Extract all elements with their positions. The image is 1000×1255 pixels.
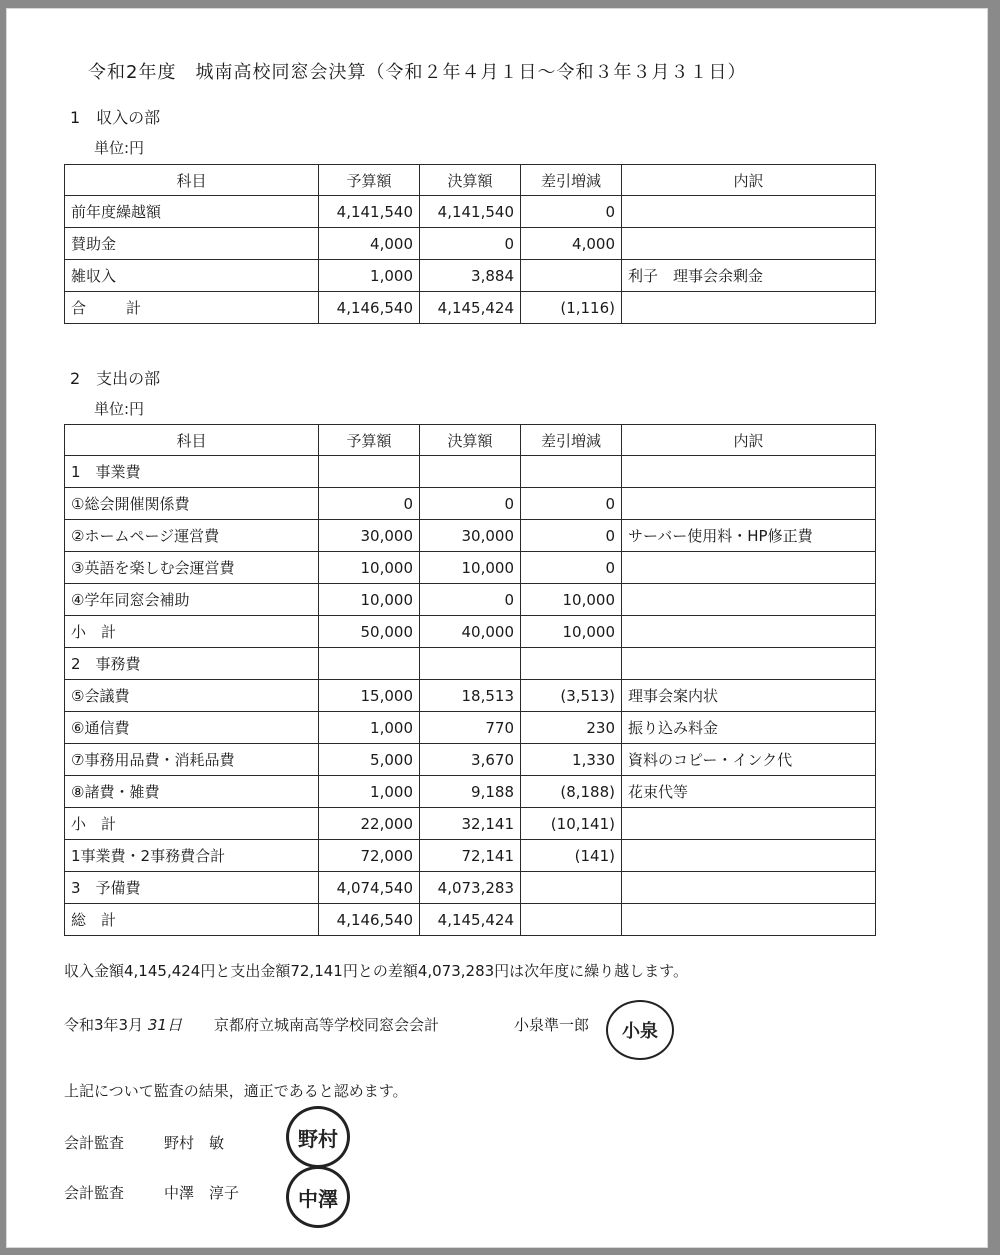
difference-cell: 0 bbox=[521, 520, 622, 552]
difference-cell: 230 bbox=[521, 712, 622, 744]
actual-cell: 32,141 bbox=[420, 808, 521, 840]
actual-cell: 770 bbox=[420, 712, 521, 744]
actual-cell: 4,145,424 bbox=[420, 292, 521, 324]
breakdown-cell bbox=[622, 648, 876, 680]
header-budget: 予算額 bbox=[319, 165, 420, 196]
breakdown-cell bbox=[622, 488, 876, 520]
income-unit: 単位:円 bbox=[94, 139, 145, 157]
budget-cell: 30,000 bbox=[319, 520, 420, 552]
date-day: 31日 bbox=[147, 1016, 182, 1034]
income-table bbox=[64, 164, 876, 324]
subject-cell: 合計 bbox=[65, 292, 319, 324]
actual-cell: 0 bbox=[420, 228, 521, 260]
actual-cell: 30,000 bbox=[420, 520, 521, 552]
difference-cell: 10,000 bbox=[521, 584, 622, 616]
actual-cell: 10,000 bbox=[420, 552, 521, 584]
breakdown-cell bbox=[622, 840, 876, 872]
expense-heading: 2 支出の部 bbox=[70, 369, 161, 388]
expense-row bbox=[65, 584, 876, 616]
budget-cell bbox=[319, 456, 420, 488]
breakdown-cell bbox=[622, 228, 876, 260]
subject-cell: 小 計 bbox=[65, 616, 319, 648]
budget-cell: 4,074,540 bbox=[319, 872, 420, 904]
expense-row bbox=[65, 872, 876, 904]
actual-cell bbox=[420, 456, 521, 488]
breakdown-cell: 振り込み料金 bbox=[622, 712, 876, 744]
subject-cell: ⑥通信費 bbox=[65, 712, 319, 744]
expense-row bbox=[65, 520, 876, 552]
income-header-row bbox=[65, 165, 876, 196]
auditor-1-name: 野村 敏 bbox=[164, 1134, 225, 1152]
expense-row bbox=[65, 680, 876, 712]
subject-cell: 1 事業費 bbox=[65, 456, 319, 488]
budget-cell: 15,000 bbox=[319, 680, 420, 712]
budget-cell: 5,000 bbox=[319, 744, 420, 776]
expense-row bbox=[65, 840, 876, 872]
difference-cell bbox=[521, 872, 622, 904]
difference-cell: 1,330 bbox=[521, 744, 622, 776]
subject-cell: ①総会開催関係費 bbox=[65, 488, 319, 520]
expense-header-row bbox=[65, 425, 876, 456]
subject-cell: 総 計 bbox=[65, 904, 319, 936]
subject-cell: ④学年同窓会補助 bbox=[65, 584, 319, 616]
budget-cell: 22,000 bbox=[319, 808, 420, 840]
actual-cell: 4,073,283 bbox=[420, 872, 521, 904]
budget-cell: 4,146,540 bbox=[319, 904, 420, 936]
difference-cell: 0 bbox=[521, 552, 622, 584]
actual-cell: 0 bbox=[420, 584, 521, 616]
expense-row bbox=[65, 648, 876, 680]
subject-cell: 3 予備費 bbox=[65, 872, 319, 904]
auditor-1-role: 会計監査 bbox=[64, 1134, 125, 1152]
budget-cell: 72,000 bbox=[319, 840, 420, 872]
difference-cell bbox=[521, 456, 622, 488]
breakdown-cell bbox=[622, 904, 876, 936]
breakdown-cell: 花束代等 bbox=[622, 776, 876, 808]
breakdown-cell: 資料のコピー・インク代 bbox=[622, 744, 876, 776]
breakdown-cell bbox=[622, 196, 876, 228]
income-row bbox=[65, 196, 876, 228]
breakdown-cell bbox=[622, 872, 876, 904]
document-page bbox=[6, 8, 988, 1248]
difference-cell: (1,116) bbox=[521, 292, 622, 324]
signature-date bbox=[64, 1014, 182, 1035]
actual-cell bbox=[420, 648, 521, 680]
budget-cell: 4,141,540 bbox=[319, 196, 420, 228]
carryover-note: 収入金額4,145,424円と支出金額72,141円との差額4,073,283円は次年度に繰り越します。 bbox=[64, 962, 688, 980]
subject-cell: 2 事務費 bbox=[65, 648, 319, 680]
organization-name: 京都府立城南高等学校同窓会会計 bbox=[214, 1016, 440, 1034]
date-month: 令和3年3月 bbox=[64, 1016, 144, 1034]
breakdown-cell bbox=[622, 552, 876, 584]
expense-row bbox=[65, 744, 876, 776]
actual-cell: 40,000 bbox=[420, 616, 521, 648]
subject-cell: ②ホームページ運営費 bbox=[65, 520, 319, 552]
breakdown-cell bbox=[622, 808, 876, 840]
breakdown-cell: サーバー使用料・HP修正費 bbox=[622, 520, 876, 552]
header-difference: 差引増減 bbox=[521, 425, 622, 456]
budget-cell: 4,000 bbox=[319, 228, 420, 260]
header-actual: 決算額 bbox=[420, 165, 521, 196]
breakdown-cell bbox=[622, 456, 876, 488]
auditor-2-role: 会計監査 bbox=[64, 1184, 125, 1202]
expense-row bbox=[65, 552, 876, 584]
difference-cell: (10,141) bbox=[521, 808, 622, 840]
auditor-2-seal: 中澤 bbox=[286, 1166, 350, 1228]
difference-cell: 0 bbox=[521, 196, 622, 228]
budget-cell: 1,000 bbox=[319, 712, 420, 744]
income-row bbox=[65, 260, 876, 292]
budget-cell: 10,000 bbox=[319, 552, 420, 584]
breakdown-cell: 理事会案内状 bbox=[622, 680, 876, 712]
difference-cell: (141) bbox=[521, 840, 622, 872]
subject-cell: 前年度繰越額 bbox=[65, 196, 319, 228]
difference-cell bbox=[521, 904, 622, 936]
difference-cell: (8,188) bbox=[521, 776, 622, 808]
difference-cell: (3,513) bbox=[521, 680, 622, 712]
income-heading: 1 収入の部 bbox=[70, 108, 161, 127]
expense-row bbox=[65, 776, 876, 808]
actual-cell: 3,670 bbox=[420, 744, 521, 776]
budget-cell: 50,000 bbox=[319, 616, 420, 648]
breakdown-cell bbox=[622, 616, 876, 648]
header-breakdown: 内訳 bbox=[622, 425, 876, 456]
breakdown-cell bbox=[622, 584, 876, 616]
difference-cell bbox=[521, 260, 622, 292]
expense-row bbox=[65, 904, 876, 936]
actual-cell: 4,145,424 bbox=[420, 904, 521, 936]
budget-cell: 0 bbox=[319, 488, 420, 520]
budget-cell: 10,000 bbox=[319, 584, 420, 616]
header-difference: 差引増減 bbox=[521, 165, 622, 196]
expense-unit: 単位:円 bbox=[94, 400, 145, 418]
actual-cell: 18,513 bbox=[420, 680, 521, 712]
actual-cell: 0 bbox=[420, 488, 521, 520]
treasurer-name: 小泉準一郎 bbox=[514, 1016, 590, 1034]
subject-cell: 雑収入 bbox=[65, 260, 319, 292]
budget-cell: 4,146,540 bbox=[319, 292, 420, 324]
subject-cell: 1事業費・2事務費合計 bbox=[65, 840, 319, 872]
expense-row bbox=[65, 712, 876, 744]
budget-cell: 1,000 bbox=[319, 776, 420, 808]
header-budget: 予算額 bbox=[319, 425, 420, 456]
actual-cell: 72,141 bbox=[420, 840, 521, 872]
header-subject: 科目 bbox=[65, 425, 319, 456]
expense-row bbox=[65, 488, 876, 520]
subject-cell: ⑦事務用品費・消耗品費 bbox=[65, 744, 319, 776]
subject-cell: ⑤会議費 bbox=[65, 680, 319, 712]
difference-cell: 4,000 bbox=[521, 228, 622, 260]
actual-cell: 4,141,540 bbox=[420, 196, 521, 228]
expense-row bbox=[65, 456, 876, 488]
difference-cell bbox=[521, 648, 622, 680]
expense-row bbox=[65, 808, 876, 840]
income-row bbox=[65, 292, 876, 324]
actual-cell: 3,884 bbox=[420, 260, 521, 292]
difference-cell: 0 bbox=[521, 488, 622, 520]
document-title: 令和2年度 城南高校同窓会決算（令和２年４月１日～令和３年３月３１日） bbox=[88, 62, 747, 83]
auditor-2-name: 中澤 淳子 bbox=[164, 1184, 240, 1202]
subject-cell: ③英語を楽しむ会運営費 bbox=[65, 552, 319, 584]
header-subject: 科目 bbox=[65, 165, 319, 196]
auditor-1-seal: 野村 bbox=[286, 1106, 350, 1168]
header-breakdown: 内訳 bbox=[622, 165, 876, 196]
budget-cell: 1,000 bbox=[319, 260, 420, 292]
breakdown-cell: 利子 理事会余剰金 bbox=[622, 260, 876, 292]
expense-table bbox=[64, 424, 876, 936]
actual-cell: 9,188 bbox=[420, 776, 521, 808]
budget-cell bbox=[319, 648, 420, 680]
subject-cell: ⑧諸費・雑費 bbox=[65, 776, 319, 808]
treasurer-seal: 小泉 bbox=[606, 1000, 674, 1060]
breakdown-cell bbox=[622, 292, 876, 324]
header-actual: 決算額 bbox=[420, 425, 521, 456]
difference-cell: 10,000 bbox=[521, 616, 622, 648]
income-row bbox=[65, 228, 876, 260]
subject-cell: 賛助金 bbox=[65, 228, 319, 260]
expense-row bbox=[65, 616, 876, 648]
subject-cell: 小 計 bbox=[65, 808, 319, 840]
audit-statement: 上記について監査の結果，適正であると認めます。 bbox=[64, 1082, 408, 1100]
